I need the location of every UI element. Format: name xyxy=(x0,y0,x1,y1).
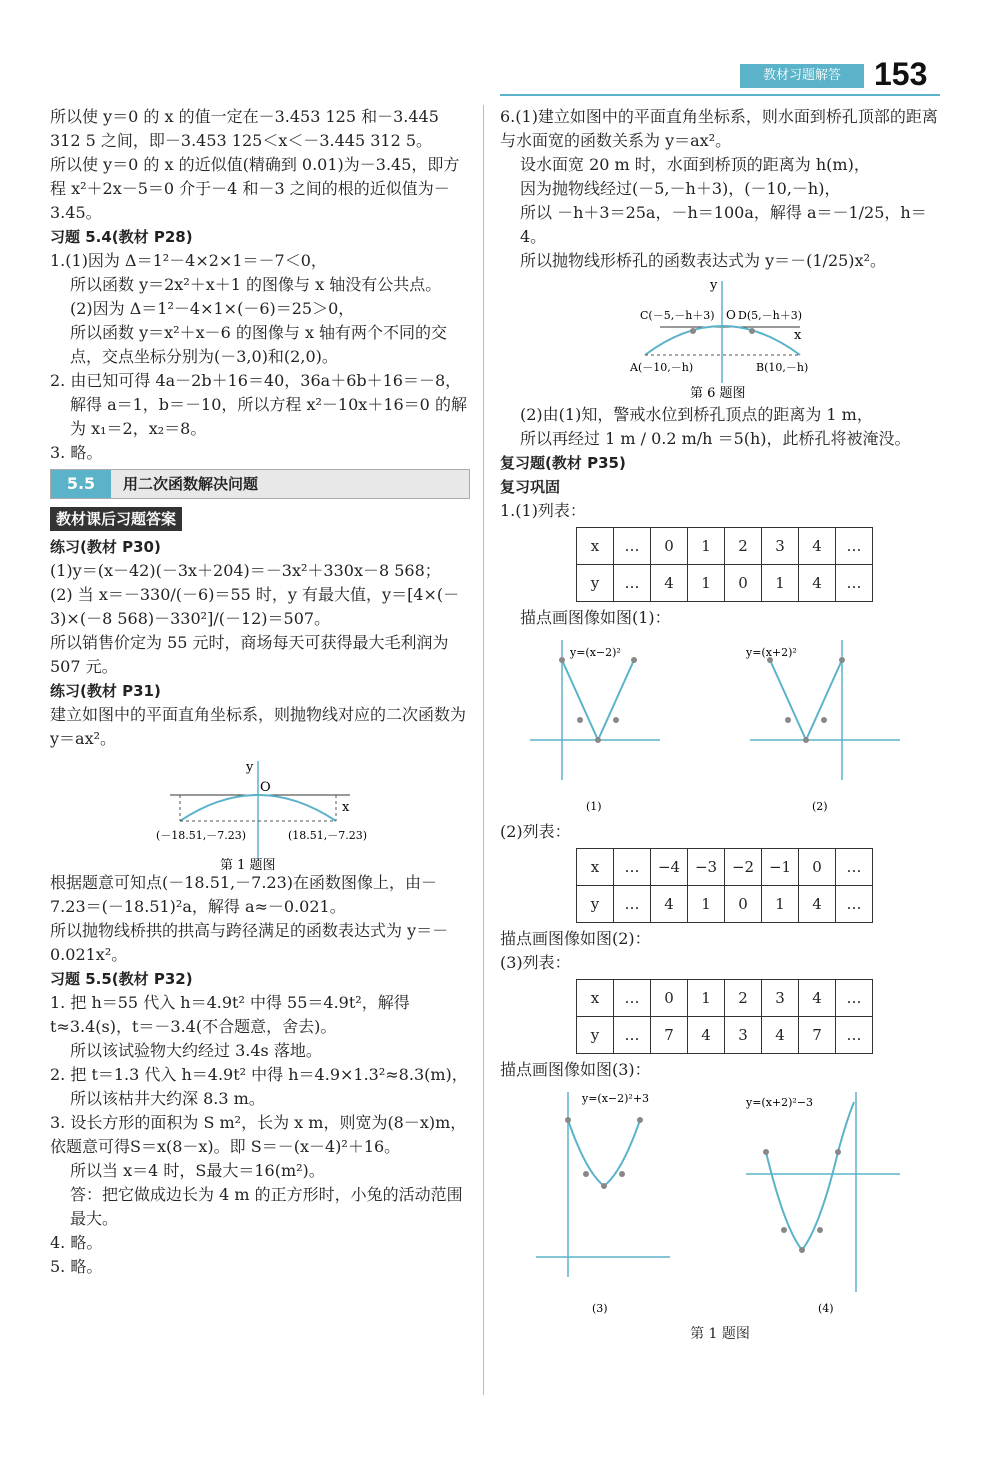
table-cell: 4 xyxy=(651,886,688,923)
text: 解得 a＝1，b＝－10，所以方程 x²－10x＋16＝0 的解为 x₁＝2，x₂＝8。 xyxy=(70,395,467,438)
text: 所以当 x＝4 时，S最大＝16(m²)。 xyxy=(70,1161,325,1180)
table-cell: −2 xyxy=(725,849,762,886)
function-label: y=(x−2)² xyxy=(570,646,621,659)
header-rule xyxy=(500,94,940,96)
table-cell: 2 xyxy=(725,980,762,1017)
text: 所以抛物线形桥孔的函数表达式为 y＝－(1/25)x²。 xyxy=(520,251,886,270)
point-label-A: A(－10,－h) xyxy=(630,361,694,374)
value-table-2 xyxy=(576,848,873,923)
function-label: y=(x+2)²−3 xyxy=(746,1096,814,1109)
text: (1)y＝(x－42)(－3x＋204)＝－3x²＋330x－8 568； xyxy=(50,561,441,580)
table-cell: x xyxy=(577,528,614,565)
text: 所以该试验物大约经过 3.4s 落地。 xyxy=(70,1041,322,1060)
text: 1. 把 h＝55 代入 h＝4.9t² 中得 55＝4.9t²，解得 t≈3.4(s)，t＝－3.4(不合题意，舍去)。 xyxy=(50,993,410,1036)
function-label: y=(x−2)²+3 xyxy=(582,1092,650,1105)
parabola-curve xyxy=(766,1152,802,1250)
parabola-curve xyxy=(838,1102,854,1152)
exercise-heading: 练习(教材 P31) xyxy=(50,682,161,700)
table-cell: … xyxy=(614,849,651,886)
parabola-curve xyxy=(770,660,806,740)
table-cell: 4 xyxy=(799,565,836,602)
parabola-curve xyxy=(562,660,598,740)
plot-point xyxy=(835,1149,841,1155)
text: 2. 由已知可得 4a－2b＋16＝40，36a＋6b＋16＝－8， xyxy=(50,371,462,390)
text: 因为抛物线经过(－5,－h＋3)，(－10,－h)， xyxy=(520,179,841,198)
exercise-heading: 习题 5.4(教材 P28) xyxy=(50,228,193,246)
right-column xyxy=(500,105,940,1346)
text: 4. 略。 xyxy=(50,1233,103,1252)
graph-caption: (1) xyxy=(586,800,602,813)
text: 所以再经过 1 m / 0.2 m/h ＝5(h)，此桥孔将被淹没。 xyxy=(520,429,911,448)
text: 3. 设长方形的面积为 S m²，长为 x m，则宽为(8－x)m，依题意可得S＝x(8－x)。即 S＝－(x－4)²＋16。 xyxy=(50,1113,467,1156)
text: (2) 当 x＝－330/(－6)＝55 时，y 有最大值，y＝[4×(－3)×(－8 568)－330²]/(－12)＝507。 xyxy=(50,585,460,628)
text: 答：把它做成边长为 4 m 的正方形时，小兔的活动范围最大。 xyxy=(70,1185,463,1228)
text: (2)列表： xyxy=(500,822,571,841)
point-C xyxy=(690,328,696,334)
header-badge: 教材习题解答 xyxy=(740,64,864,88)
table-cell: … xyxy=(614,528,651,565)
section-title: 用二次函数解决问题 xyxy=(123,475,259,493)
figure-caption: 第 1 题图 xyxy=(690,1326,750,1342)
plot-point xyxy=(763,1149,769,1155)
table-cell: 0 xyxy=(651,980,688,1017)
table-cell: 1 xyxy=(688,980,725,1017)
point-label-D: D(5,－h＋3) xyxy=(738,309,802,322)
arch-figure xyxy=(500,273,940,403)
table-cell: 1 xyxy=(762,886,799,923)
bridge-figure xyxy=(50,751,470,871)
text: 所以函数 y＝2x²＋x＋1 的图像与 x 轴没有公共点。 xyxy=(70,275,442,294)
point-label-B: B(10,－h) xyxy=(756,361,809,374)
value-table-1 xyxy=(576,527,873,602)
text: 所以 －h＋3＝25a，－h＝100a，解得 a＝－1/25，h＝4。 xyxy=(520,203,927,246)
text: 6.(1)建立如图中的平面直角坐标系，则水面到桥孔顶部的距离与水面宽的函数关系为 y＝ax²。 xyxy=(500,107,938,150)
table-cell: 4 xyxy=(799,980,836,1017)
table-cell: 7 xyxy=(799,1017,836,1054)
y-label: y xyxy=(246,760,254,775)
figure-caption: 第 6 题图 xyxy=(690,386,746,401)
plot-point xyxy=(803,737,809,743)
text: 设水面宽 20 m 时，水面到桥顶的距离为 h(m)， xyxy=(520,155,870,174)
table-cell: … xyxy=(614,1017,651,1054)
table-cell: 2 xyxy=(725,528,762,565)
answers-tag: 教材课后习题答案 xyxy=(50,507,182,531)
parabola-curve xyxy=(598,660,634,740)
x-label: x xyxy=(794,328,802,343)
plot-point xyxy=(613,717,619,723)
table-cell: x xyxy=(577,849,614,886)
point-label-C: C(－5,－h＋3) xyxy=(640,309,715,322)
text: 所以使 y＝0 的 x 的近似值(精确到 0.01)为－3.45，即方程 x²＋2x－5＝0 介于－4 和－3 之间的根的近似值为－3.45。 xyxy=(50,155,460,222)
table-cell: −4 xyxy=(651,849,688,886)
text: 描点画图像如图(2)： xyxy=(500,929,651,948)
text: 所以使 y＝0 的 x 的值一定在－3.453 125 和－3.445 312 5 之间，即－3.453 125＜x＜－3.445 312 5。 xyxy=(50,107,439,150)
x-label: x xyxy=(342,800,350,815)
table-cell: … xyxy=(836,528,873,565)
parabola-curve xyxy=(806,660,842,740)
plot-point xyxy=(799,1247,805,1253)
origin-label: O xyxy=(726,308,736,322)
table-cell: 3 xyxy=(762,528,799,565)
table-cell: 3 xyxy=(725,1017,762,1054)
text: 3. 略。 xyxy=(50,443,103,462)
function-label: y=(x+2)² xyxy=(746,646,797,659)
table-row xyxy=(577,886,873,923)
table-cell: … xyxy=(836,1017,873,1054)
table-cell: y xyxy=(577,565,614,602)
origin-label: O xyxy=(260,780,271,795)
text: (3)列表： xyxy=(500,953,571,972)
text: 建立如图中的平面直角坐标系，则抛物线对应的二次函数为 y＝ax²。 xyxy=(50,705,467,748)
point-label: (－18.51,－7.23) xyxy=(156,829,247,842)
text: 2. 把 t＝1.3 代入 h＝4.9t² 中得 h＝4.9×1.3²≈8.3(m)， xyxy=(50,1065,468,1084)
table-cell: 4 xyxy=(799,528,836,565)
table-cell: 3 xyxy=(762,980,799,1017)
plot-point xyxy=(785,717,791,723)
text: 所以抛物线桥拱的拱高与跨径满足的函数表达式为 y＝－0.021x²。 xyxy=(50,921,449,964)
plot-point xyxy=(601,1183,607,1189)
table-cell: … xyxy=(614,886,651,923)
table-row xyxy=(577,849,873,886)
table-row xyxy=(577,1017,873,1054)
table-cell: 1 xyxy=(762,565,799,602)
text: 1.(1)因为 Δ＝1²－4×2×1＝－7＜0， xyxy=(50,251,327,270)
exercise-heading: 练习(教材 P30) xyxy=(50,538,161,556)
value-table-3 xyxy=(576,979,873,1054)
column-divider xyxy=(483,105,484,1395)
plot-point xyxy=(817,1227,823,1233)
table-cell: 0 xyxy=(725,886,762,923)
point-label: (18.51,－7.23) xyxy=(288,829,368,842)
table-cell: … xyxy=(614,565,651,602)
text: (2)由(1)知，警戒水位到桥孔顶点的距离为 1 m， xyxy=(520,405,873,424)
page-number: 153 xyxy=(874,56,928,92)
table-cell: 0 xyxy=(799,849,836,886)
graph-caption: (4) xyxy=(818,1302,834,1315)
text: 描点画图像如图(3)： xyxy=(500,1060,651,1079)
table-cell: 1 xyxy=(688,565,725,602)
text: (2)因为 Δ＝1²－4×1×(－6)＝25＞0， xyxy=(70,299,355,318)
text: 根据题意可知点(－18.51,－7.23)在函数图像上，由－7.23＝(－18.51)²a，解得 a≈－0.021。 xyxy=(50,873,438,916)
graphs-1-2 xyxy=(500,630,940,820)
table-cell: 4 xyxy=(799,886,836,923)
table-cell: 4 xyxy=(651,565,688,602)
table-cell: 1 xyxy=(688,886,725,923)
text: 所以销售价定为 55 元时，商场每天可获得最大毛利润为507 元。 xyxy=(50,633,449,676)
text: 描点画图像如图(1)： xyxy=(520,608,671,627)
section-banner xyxy=(50,469,470,499)
figure-caption: 第 1 题图 xyxy=(220,858,276,871)
table-row xyxy=(577,565,873,602)
plot-point xyxy=(577,717,583,723)
plot-point xyxy=(619,1171,625,1177)
text: 5. 略。 xyxy=(50,1257,103,1276)
table-cell: 4 xyxy=(688,1017,725,1054)
graph-caption: (2) xyxy=(812,800,828,813)
table-cell: −1 xyxy=(762,849,799,886)
table-cell: … xyxy=(836,565,873,602)
text: 所以该枯井大约深 8.3 m。 xyxy=(70,1089,265,1108)
exercise-heading: 复习巩固 xyxy=(500,478,561,496)
table-cell: −3 xyxy=(688,849,725,886)
plot-point xyxy=(559,657,565,663)
table-cell: 4 xyxy=(762,1017,799,1054)
table-cell: x xyxy=(577,980,614,1017)
text: 所以函数 y＝x²＋x－6 的图像与 x 轴有两个不同的交点，交点坐标分别为(－3,0)和(2,0)。 xyxy=(70,323,448,366)
plot-point xyxy=(839,657,845,663)
y-label: y xyxy=(710,278,718,293)
table-cell: y xyxy=(577,886,614,923)
table-row xyxy=(577,528,873,565)
plot-point xyxy=(781,1227,787,1233)
table-cell: … xyxy=(836,980,873,1017)
table-cell: … xyxy=(614,980,651,1017)
exercise-heading: 复习题(教材 P35) xyxy=(500,454,626,472)
exercise-heading: 习题 5.5(教材 P32) xyxy=(50,970,193,988)
table-cell: 0 xyxy=(725,565,762,602)
plot-point xyxy=(821,717,827,723)
table-cell: … xyxy=(836,849,873,886)
table-cell: 7 xyxy=(651,1017,688,1054)
plot-point xyxy=(595,737,601,743)
plot-point xyxy=(631,657,637,663)
graph-caption: (3) xyxy=(592,1302,608,1315)
table-cell: 1 xyxy=(688,528,725,565)
section-number: 5.5 xyxy=(51,470,111,498)
table-cell: y xyxy=(577,1017,614,1054)
graphs-3-4 xyxy=(500,1082,940,1322)
left-column xyxy=(50,105,470,1279)
parabola-curve xyxy=(802,1152,838,1250)
point-D xyxy=(749,328,755,334)
plot-point xyxy=(565,1117,571,1123)
table-cell: … xyxy=(836,886,873,923)
plot-point xyxy=(637,1117,643,1123)
table-row xyxy=(577,980,873,1017)
table-cell: 0 xyxy=(651,528,688,565)
text: 1.(1)列表： xyxy=(500,501,586,520)
plot-point xyxy=(583,1171,589,1177)
